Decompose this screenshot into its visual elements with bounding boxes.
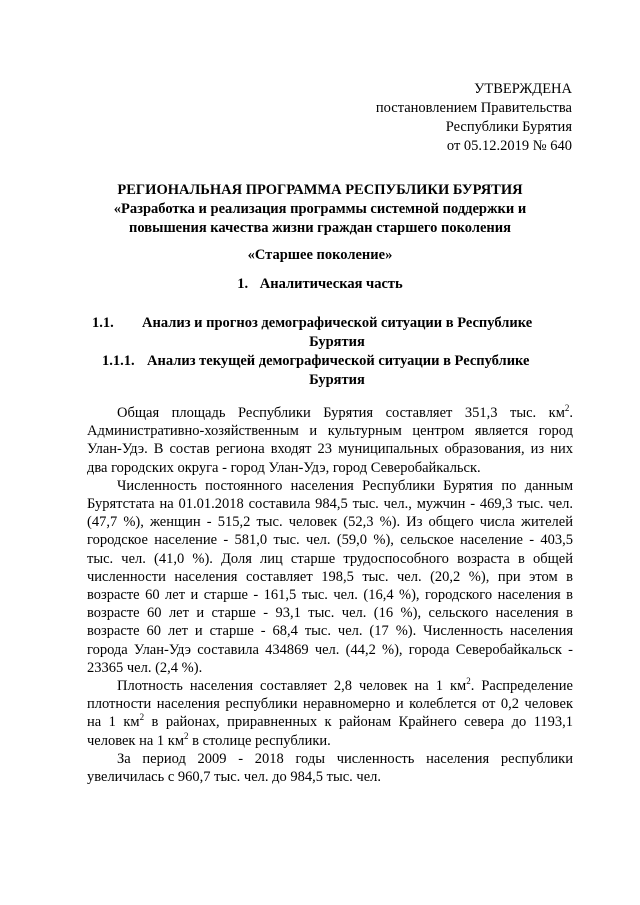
paragraph-text: . Распределение плотности населения республики неравномерно и колеблется от 0,2 человек на 1 км: [87, 678, 573, 731]
section-number: 1.: [237, 276, 249, 292]
section-title: Аналитическая часть: [259, 276, 403, 292]
section-number: 1.1.: [92, 315, 114, 331]
paragraph-text: Общая площадь Республики Бурятия составляет 351,3 тыс. км: [117, 405, 565, 421]
approval-line-2: постановлением Правительства: [375, 100, 572, 116]
approval-line-4: от 05.12.2019 № 640: [446, 138, 572, 154]
body-text: [87, 404, 573, 786]
paragraph-text: в районах, приравненных к районам Крайнего севера до 1193,1 человек на 1 км: [87, 714, 574, 749]
superscript: 2: [564, 403, 570, 413]
superscript: 2: [139, 712, 145, 723]
title-line-2: «Разработка и реализация программы системной поддержки и повышения качества жизни граждан старшего поколения: [113, 201, 527, 236]
document-title: [80, 181, 560, 265]
section-title: Анализ и прогноз демографической ситуации в Республике: [142, 315, 533, 331]
superscript: 2: [466, 676, 471, 687]
section-title: Анализ текущей демографической ситуации в Республике: [147, 353, 530, 369]
section-heading-1-1-1: [92, 352, 562, 390]
paragraph-text: в столице республики.: [188, 732, 331, 749]
paragraph-4: За период 2009 - 2018 годы численность населения республики увеличилась с 960,7 тыс. чел. до 984,5 тыс. чел.: [87, 750, 573, 786]
section-title-continuation: Бурятия: [309, 334, 365, 350]
title-line-1: РЕГИОНАЛЬНАЯ ПРОГРАММА РЕСПУБЛИКИ БУРЯТИЯ: [117, 182, 523, 198]
paragraph-3: [87, 677, 573, 750]
superscript: 2: [184, 730, 189, 741]
approval-line-3: Республики Бурятия: [445, 119, 572, 135]
section-heading-1-1: [92, 314, 562, 352]
section-heading-1: [0, 275, 640, 294]
approval-line-1: УТВЕРЖДЕНА: [474, 81, 572, 97]
paragraph-text: Плотность населения составляет 2,8 человек на 1 км: [117, 678, 467, 695]
title-line-3: «Старшее поколение»: [247, 247, 393, 263]
approval-stamp: [376, 80, 572, 156]
section-title-continuation: Бурятия: [309, 372, 365, 388]
paragraph-1: [87, 404, 573, 477]
paragraph-text: . Административно-хозяйственным и культурным центром является город Улан-Удэ. В состав региона входят 23 муниципальных образования, из них два городских округа - город Улан-Удэ, город Северобайкальск.: [87, 405, 573, 476]
paragraph-2: Численность постоянного населения Республики Бурятия по данным Бурятстата на 01.01.2018 составила 984,5 тыс. чел., мужчин - 469,3 тыс. чел. (47,7 %), женщин - 515,2 тыс. человек (52,3 %). Из общего числа жителей городское население - 581,0 тыс. чел. (59,0 %), сельское население - 403,5 тыс. чел. (41,0 %). Доля лиц старше трудоспособного возраста в общей численности населения составляет 198,5 тыс. чел. (20,2 %), при этом в возрасте 60 лет и старше - 161,5 тыс. чел. (16,4 %), городского населения в возрасте 60 лет и старше - 93,1 тыс. чел. (16 %), сельского населения в возрасте 60 лет и старше - 68,4 тыс. чел. (17 %). Численность населения города Улан-Удэ составила 434869 чел. (44,2 %), города Северобайкальск - 23365 чел. (2,4 %).: [87, 477, 573, 676]
section-number: 1.1.1.: [102, 353, 135, 369]
